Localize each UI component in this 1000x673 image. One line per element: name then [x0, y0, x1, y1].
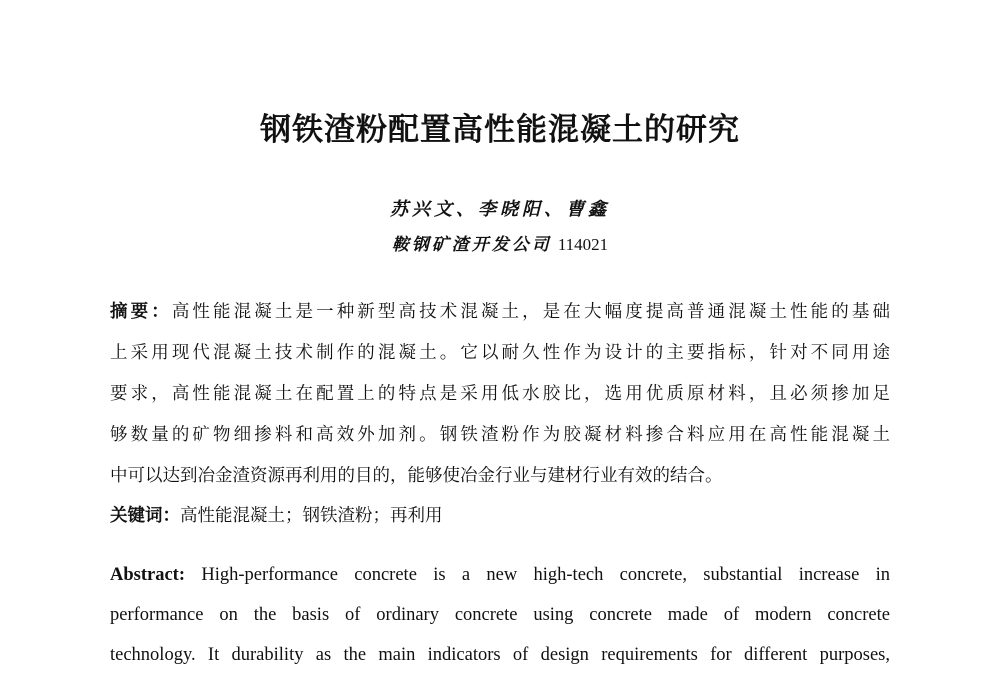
postal-code: 114021: [557, 235, 609, 254]
abstract-cn-line-5: 中可以达到冶金渣资源再利用的目的，能够使冶金行业与建材行业有效的结合。: [110, 466, 723, 486]
affiliation-name: 鞍钢矿渣开发公司: [391, 235, 552, 255]
keywords-cn-label: 关键词：: [110, 506, 180, 526]
paper-affiliation-line: [0, 230, 1000, 255]
paper-title: 钢铁渣粉配置高性能混凝土的研究: [260, 112, 740, 148]
abstract-cn-label: 摘要：: [110, 302, 172, 322]
abstract-en-line-2: performance on the basis of ordinary concrete using concrete made of modern concrete: [110, 605, 890, 625]
keywords-cn-line: [110, 502, 890, 527]
abstract-cn-text-1: 高性能混凝土是一种新型高技术混凝土，是在大幅度提高普通混凝土性能的基础: [171, 302, 891, 322]
abstract-en-label: Abstract:: [110, 565, 186, 585]
abstract-cn-line-4: 够数量的矿物细掺料和高效外加剂。钢铁渣粉作为胶凝材料掺合料应用在高性能混凝土: [110, 425, 890, 445]
abstract-cn-line-1: [110, 298, 890, 323]
keywords-cn-text: 高性能混凝土；钢铁渣粉；再利用: [180, 506, 443, 526]
abstract-cn-line-3: 要求，高性能混凝土在配置上的特点是采用低水胶比，选用优质原材料，且必须掺加足: [110, 384, 890, 404]
abstract-en-line-1: [110, 565, 890, 586]
abstract-cn-line-2: 上采用现代混凝土技术制作的混凝土。它以耐久性作为设计的主要指标，针对不同用途: [110, 343, 890, 363]
paper-authors: 苏兴文、李晓阳、曹鑫: [390, 199, 610, 220]
abstract-en-text-1: High-performance concrete is a new high-tech concrete, substantial increase in: [201, 565, 890, 585]
abstract-en-line-3: technology. It durability as the main indicators of design requirements for different purposes,: [110, 645, 890, 665]
